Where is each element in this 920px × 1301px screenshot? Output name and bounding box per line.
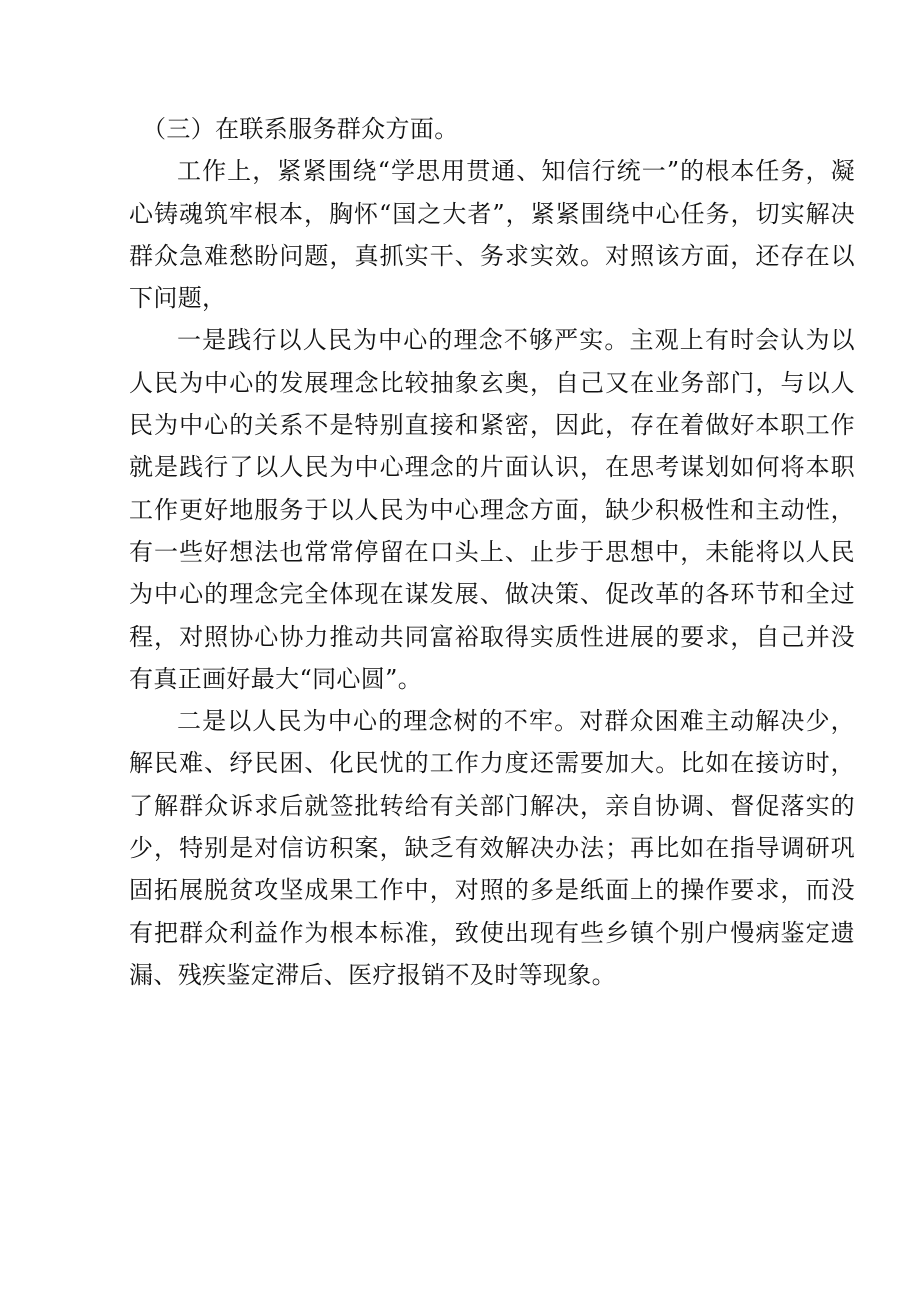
document-body: [129, 108, 855, 996]
section-heading: （三）在联系服务群众方面。: [142, 115, 459, 143]
paragraph-issue-two: 二是以人民为中心的理念树的不牢。对群众困难主动解决少，解民难、纾民困、化民忧的工作力度还需要加大。比如在接访时，了解群众诉求后就签批转给有关部门解决，亲自协调、督促落实的少，特别是对信访积案，缺乏有效解决办法；再比如在指导调研巩固拓展脱贫攻坚成果工作中，对照的多是纸面上的操作要求，而没有把群众利益作为根本标准，致使出现有些乡镇个别户慢病鉴定遗漏、残疾鉴定滞后、医疗报销不及时等现象。: [129, 707, 855, 989]
paragraph-issue-one: 一是践行以人民为中心的理念不够严实。主观上有时会认为以人民为中心的发展理念比较抽象玄奥，自己又在业务部门，与以人民为中心的关系不是特别直接和紧密，因此，存在着做好本职工作就是践行了以人民为中心理念的片面认识，在思考谋划如何将本职工作更好地服务于以人民为中心理念方面，缺少积极性和主动性，有一些好想法也常常停留在口头上、止步于思想中，未能将以人民为中心的理念完全体现在谋发展、做决策、促改革的各环节和全过程，对照协心协力推动共同富裕取得实质性进展的要求，自己并没有真正画好最大“同心圆”。: [129, 326, 855, 693]
paragraph-intro: 工作上，紧紧围绕“学思用贯通、知信行统一”的根本任务，凝心铸魂筑牢根本，胸怀“国之大者”，紧紧围绕中心任务，切实解决群众急难愁盼问题，真抓实干、务求实效。对照该方面，还存在以下问题，: [129, 157, 855, 313]
